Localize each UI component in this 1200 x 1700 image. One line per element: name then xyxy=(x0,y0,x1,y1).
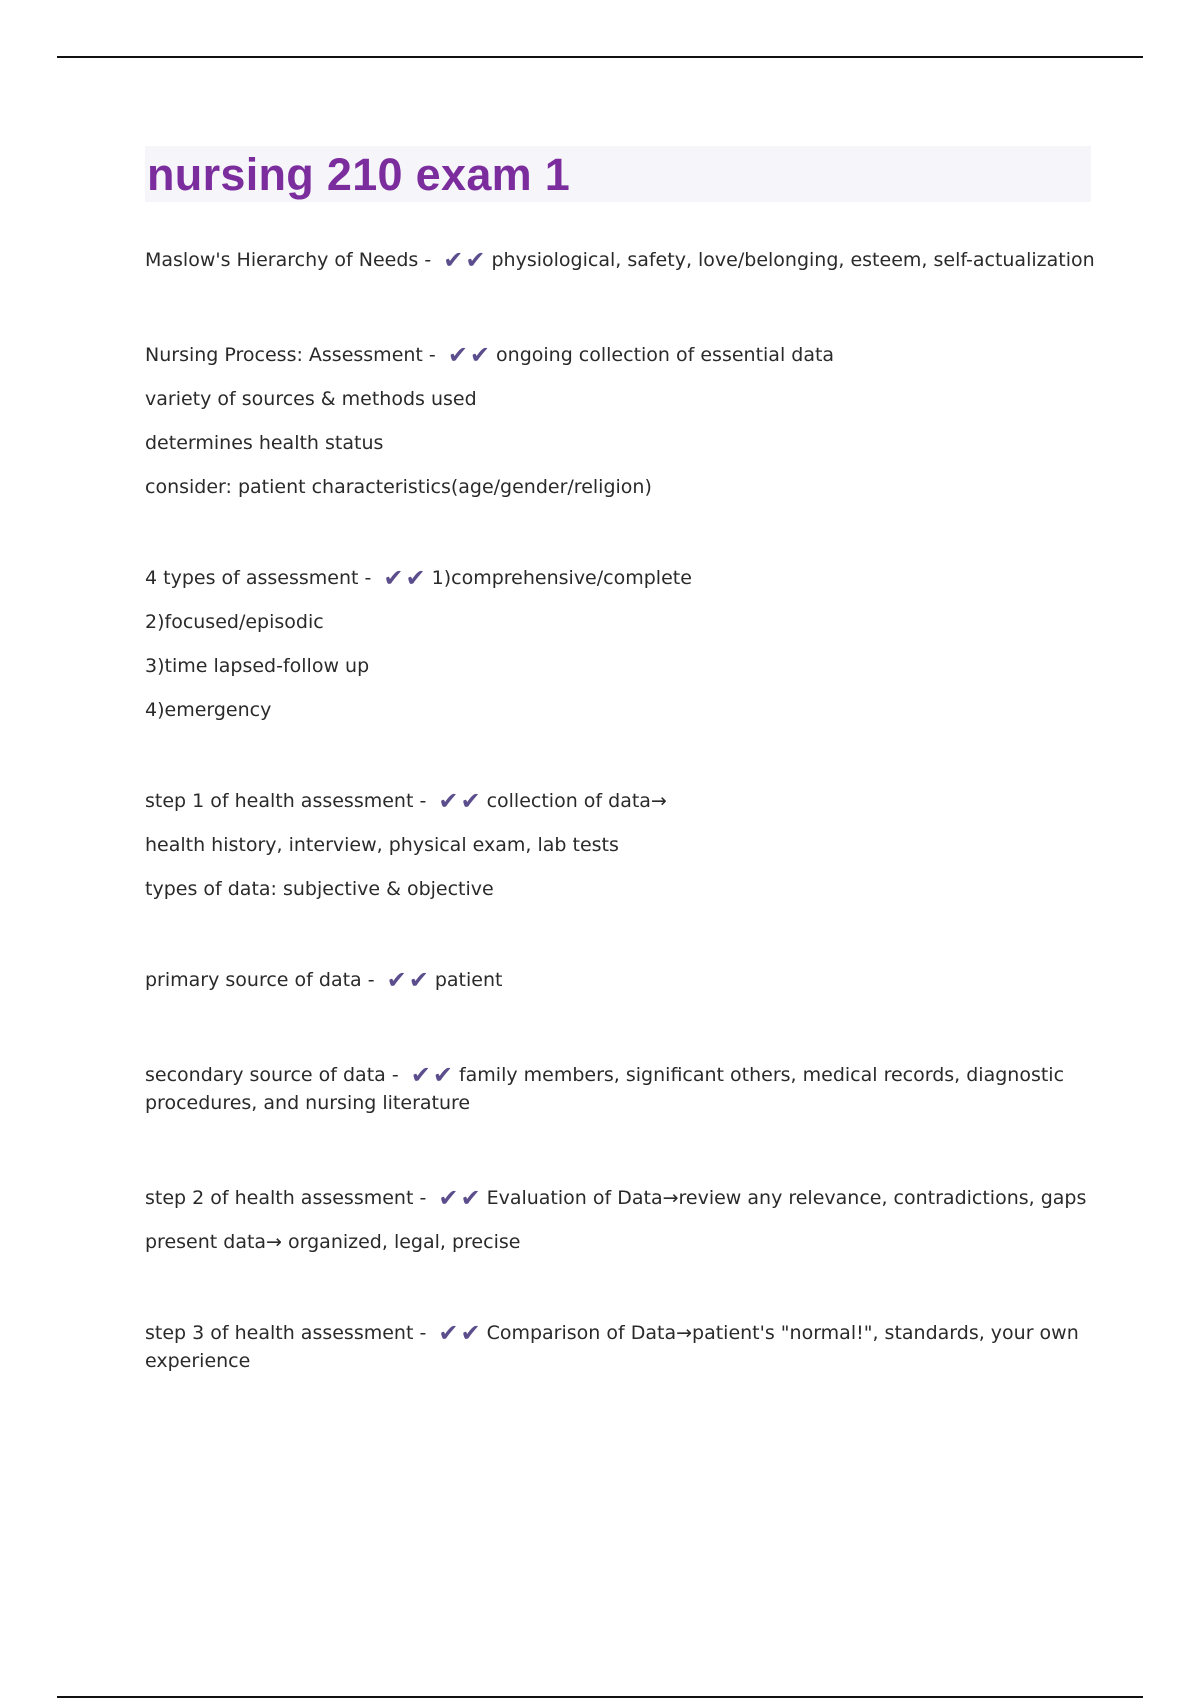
entry-term: primary source of data - xyxy=(145,969,381,991)
entry-detail: types of data: subjective & objective xyxy=(145,878,494,900)
entry-detail: 4)emergency xyxy=(145,699,272,721)
check-mark-icon: ✔ xyxy=(469,341,491,369)
entry-line xyxy=(145,341,1091,369)
check-mark-icon: ✔ xyxy=(386,966,407,994)
entry-answer: Evaluation of Data→review any relevance, contradictions, gaps xyxy=(486,1187,1087,1209)
check-marks xyxy=(438,787,482,815)
entry-term: step 3 of health assessment - xyxy=(145,1322,433,1344)
entry-answer: ongoing collection of essential data xyxy=(496,344,835,366)
check-mark-icon: ✔ xyxy=(383,564,404,592)
header-rule xyxy=(57,56,1143,58)
entry-line xyxy=(145,246,1095,274)
check-marks xyxy=(383,564,427,592)
entry-detail: 2)focused/episodic xyxy=(145,611,324,633)
entry-term: step 1 of health assessment - xyxy=(145,790,433,812)
check-mark-icon: ✔ xyxy=(432,1061,453,1089)
footer-rule xyxy=(57,1696,1143,1698)
check-mark-icon: ✔ xyxy=(443,246,464,274)
flashcard-entry xyxy=(145,1319,1091,1375)
entry-term: step 2 of health assessment - xyxy=(145,1187,433,1209)
check-mark-icon: ✔ xyxy=(438,1184,459,1212)
check-mark-icon: ✔ xyxy=(408,966,429,994)
entry-line xyxy=(145,1061,1091,1117)
check-mark-icon: ✔ xyxy=(465,246,486,274)
entry-detail: variety of sources & methods used xyxy=(145,388,477,410)
entry-answer: 1)comprehensive/complete xyxy=(431,567,692,589)
entry-line xyxy=(145,1319,1091,1375)
check-mark-icon: ✔ xyxy=(460,1184,481,1212)
flashcard-entry xyxy=(145,564,1091,724)
entry-line xyxy=(145,564,1091,592)
entry-term: 4 types of assessment - xyxy=(145,567,378,589)
entry-detail: consider: patient characteristics(age/gender/religion) xyxy=(145,476,652,498)
check-marks xyxy=(438,1319,482,1347)
check-marks xyxy=(411,1061,455,1089)
entry-answer: Comparison of Data→patient's "normal!", standards, your own experience xyxy=(145,1322,1079,1372)
check-marks xyxy=(438,1184,482,1212)
flashcard-entry xyxy=(145,1061,1091,1117)
entry-line xyxy=(145,787,1091,815)
flashcard-entry xyxy=(145,246,1095,274)
entry-answer: patient xyxy=(434,969,503,991)
entry-detail: present data→ organized, legal, precise xyxy=(145,1231,521,1253)
check-mark-icon: ✔ xyxy=(438,1319,459,1347)
flashcard-entry xyxy=(145,341,1091,501)
check-mark-icon: ✔ xyxy=(460,787,481,815)
flashcard-entry xyxy=(145,787,1091,903)
check-mark-icon: ✔ xyxy=(405,564,426,592)
entry-term: secondary source of data - xyxy=(145,1064,405,1086)
entry-line xyxy=(145,1184,1091,1212)
check-mark-icon: ✔ xyxy=(438,787,459,815)
entry-answer: physiological, safety, love/belonging, esteem, self-actualization xyxy=(491,249,1095,271)
check-mark-icon: ✔ xyxy=(460,1319,481,1347)
entry-detail: 3)time lapsed-follow up xyxy=(145,655,370,677)
page-title: nursing 210 exam 1 xyxy=(147,148,571,200)
document-body xyxy=(145,146,1095,1375)
entry-term: Nursing Process: Assessment - xyxy=(145,344,442,366)
title-bar xyxy=(145,146,1091,202)
check-marks xyxy=(387,966,431,994)
flashcard-entry xyxy=(145,1184,1091,1256)
entry-answer: collection of data→ xyxy=(486,790,667,812)
check-marks xyxy=(443,246,487,274)
flashcard-entry xyxy=(145,966,1091,994)
entry-line xyxy=(145,966,1091,994)
entry-answer: family members, significant others, medical records, diagnostic procedures, and nursing literature xyxy=(145,1064,1065,1114)
check-mark-icon: ✔ xyxy=(410,1061,431,1089)
check-marks xyxy=(448,341,492,369)
entry-detail: health history, interview, physical exam, lab tests xyxy=(145,834,619,856)
entry-term: Maslow's Hierarchy of Needs - xyxy=(145,249,438,271)
check-mark-icon: ✔ xyxy=(447,341,468,369)
entry-detail: determines health status xyxy=(145,432,384,454)
